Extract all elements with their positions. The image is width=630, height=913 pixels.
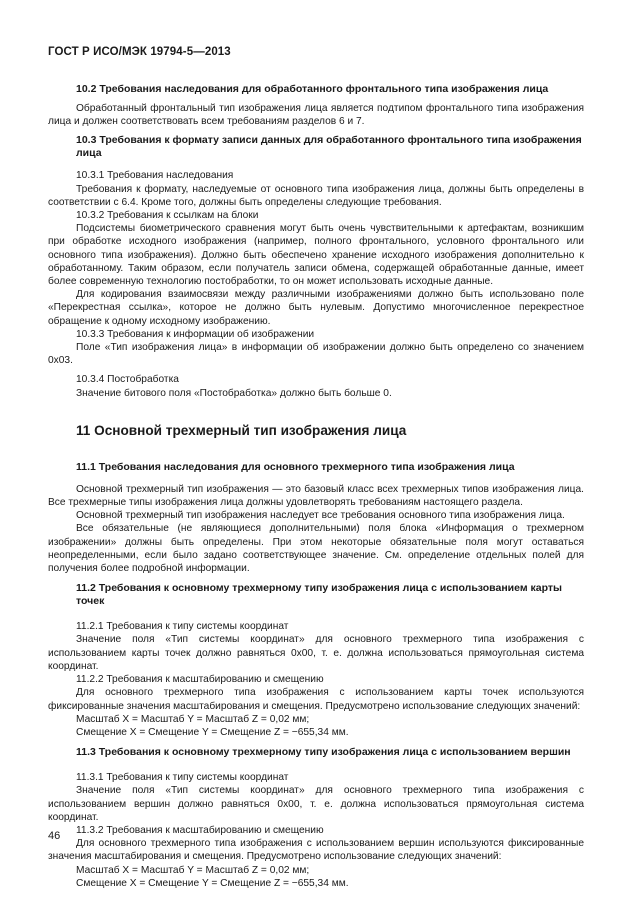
subsection-heading: 10.3.3 Требования к информации об изображении bbox=[76, 328, 315, 340]
paragraph: Поле «Тип изображения лица» в информации об изображении должно быть определено со значением 0x03. bbox=[48, 342, 584, 367]
paragraph: Значение поля «Тип системы координат» для основного трехмерного типа изображения с использованием вершин должно равняться 0x00, т. е. должна использоваться прямоугольная система координат. bbox=[48, 785, 584, 823]
paragraph: Все обязательные (не являющиеся дополнительными) поля блока «Информация о трехмерном изображении» должны быть определены. При этом некоторые обязательные поля могут оставаться неопределенными, если было задано соответствующее значение. См. определение отдельных полей для получения более подробной информации. bbox=[48, 523, 584, 575]
subsection-heading: 11.2.1 Требования к типу системы координат bbox=[76, 621, 289, 633]
section-11-3-heading: 11.3 Требования к основному трехмерному типу изображения лица с использованием вершин bbox=[76, 746, 571, 759]
formula-line: Смещение X = Смещение Y = Смещение Z = −655,34 мм. bbox=[76, 877, 349, 889]
document-page bbox=[48, 46, 584, 890]
section-11-heading: 11 Основной трехмерный тип изображения лица bbox=[76, 422, 407, 438]
subsection-heading: 10.3.1 Требования наследования bbox=[76, 170, 234, 182]
formula-line: Масштаб X = Масштаб Y = Масштаб Z = 0,02 мм; bbox=[76, 864, 310, 876]
paragraph: Для основного трехмерного типа изображения с использованием карты точек используются фиксированные значения масштабирования и смещения. Предусмотрено использование следующих значений: bbox=[48, 687, 584, 712]
paragraph: Требования к формату, наследуемые от основного типа изображения лица, должны быть определены в соответствии с 6.4. Кроме того, должны быть определены следующие требования. bbox=[48, 183, 584, 208]
subsection-heading: 10.3.4 Постобработка bbox=[76, 374, 179, 386]
paragraph: Основной трехмерный тип изображения наследует все требования основного типа изображения лица. bbox=[76, 510, 565, 522]
subsection-heading: 11.3.2 Требования к масштабированию и смещению bbox=[76, 824, 324, 836]
document-header: ГОСТ Р ИСО/МЭК 19794-5—2013 bbox=[48, 46, 231, 58]
paragraph: Основной трехмерный тип изображения — это базовый класс всех трехмерных типов изображения лица. Все трехмерные типы изображения лица должны удовлетворять требованиям настоящего раздела. bbox=[48, 483, 584, 509]
subsection-heading: 10.3.2 Требования к ссылкам на блоки bbox=[76, 210, 259, 222]
paragraph: Для основного трехмерного типа изображения с использованием вершин используются фиксированные значения масштабирования и смещения. Предусмотрено использование следующих значений: bbox=[48, 838, 584, 863]
section-10-2-heading: 10.2 Требования наследования для обработанного фронтального типа изображения лица bbox=[76, 83, 549, 95]
paragraph: Обработанный фронтальный тип изображения лица является подтипом фронтального типа изображения лица и должен соответствовать всем требованиям разделов 6 и 7. bbox=[48, 103, 584, 128]
page-number: 46 bbox=[48, 830, 61, 842]
formula-line: Смещение X = Смещение Y = Смещение Z = −655,34 мм. bbox=[76, 726, 349, 738]
section-11-2-heading: 11.2 Требования к основному трехмерному типу изображения лица с использованием карты точек bbox=[76, 582, 562, 608]
section-10-3-heading: 10.3 Требования к формату записи данных для обработанного фронтального типа изображения лица bbox=[76, 134, 582, 160]
section-11-1-heading: 11.1 Требования наследования для основного трехмерного типа изображения лица bbox=[76, 460, 515, 473]
paragraph: Подсистемы биометрического сравнения могут быть очень чувствительными к артефактам, возникшим при обработке исходного изображения (например, полного фронтального, условного фронтального или основного типа изображения). Должно быть обеспечено хранение исходного изображения дополнительно к обработанному. Таким образом, если получатель записи обмена, содержащей обработанные данные, имеет более современную технологию постобработки, то он может использовать исходные данные. bbox=[48, 223, 584, 288]
paragraph: Значение битового поля «Постобработка» должно быть больше 0. bbox=[76, 387, 392, 399]
subsection-heading: 11.2.2 Требования к масштабированию и смещению bbox=[76, 674, 324, 686]
subsection-heading: 11.3.1 Требования к типу системы координат bbox=[76, 772, 289, 784]
paragraph: Значение поля «Тип системы координат» для основного трехмерного типа изображения с использованием карты точек должно равняться 0x00, т. е. должна использоваться прямоугольная система координат. bbox=[48, 634, 584, 672]
formula-line: Масштаб X = Масштаб Y = Масштаб Z = 0,02 мм; bbox=[76, 713, 310, 725]
paragraph: Для кодирования взаимосвязи между различными изображениями должно быть использовано поле «Перекрестная ссылка», которое не должно быть нулевым. Допустимо многочисленное перекрестное обращение к одному исходному изображению. bbox=[48, 289, 584, 327]
